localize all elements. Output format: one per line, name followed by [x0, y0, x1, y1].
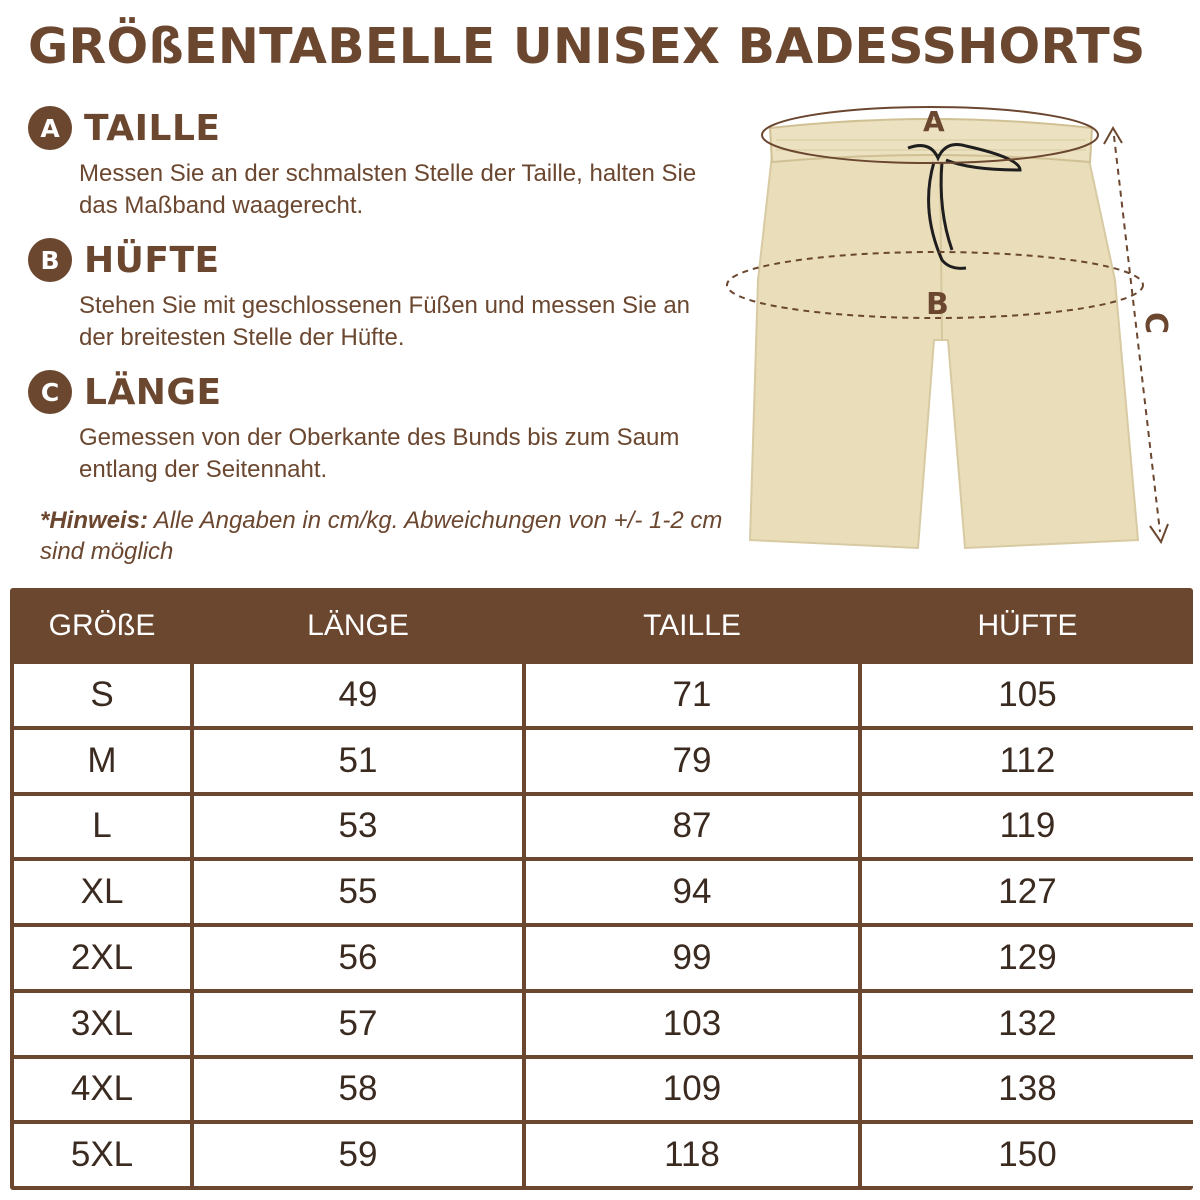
cell-size: 3XL [14, 993, 190, 1055]
cell-size: L [14, 796, 190, 858]
shorts-illustration [720, 100, 1190, 570]
table-row [14, 993, 1193, 1055]
cell-waist: 71 [526, 664, 858, 726]
section-header [28, 238, 728, 282]
section-laenge [28, 370, 728, 486]
cell-size: 2XL [14, 927, 190, 989]
table-row [14, 1059, 1193, 1121]
cell-waist: 94 [526, 861, 858, 923]
note-label: *Hinweis: [40, 507, 149, 534]
cell-length: 56 [194, 927, 522, 989]
cell-waist: 118 [526, 1124, 858, 1186]
cell-length: 58 [194, 1059, 522, 1121]
cell-hip: 119 [862, 796, 1193, 858]
badge-a: A [28, 106, 72, 150]
badge-b: B [28, 238, 72, 282]
cell-length: 59 [194, 1124, 522, 1186]
cell-hip: 129 [862, 927, 1193, 989]
cell-size: 4XL [14, 1059, 190, 1121]
section-huefte [28, 238, 728, 354]
cell-hip: 132 [862, 993, 1193, 1055]
cell-length: 49 [194, 664, 522, 726]
cell-hip: 112 [862, 730, 1193, 792]
note [40, 505, 740, 567]
column-header-waist: TAILLE [526, 592, 858, 660]
cell-length: 57 [194, 993, 522, 1055]
column-header-size: GRÖßE [14, 592, 190, 660]
table-row [14, 730, 1193, 792]
page-title: GRÖßENTABELLE UNISEX BADESSHORTS [28, 18, 1146, 75]
cell-length: 51 [194, 730, 522, 792]
section-header [28, 370, 728, 414]
section-header [28, 106, 728, 150]
cell-hip: 127 [862, 861, 1193, 923]
cell-waist: 99 [526, 927, 858, 989]
table-row [14, 861, 1193, 923]
table-row [14, 1124, 1193, 1186]
cell-waist: 109 [526, 1059, 858, 1121]
cell-size: M [14, 730, 190, 792]
cell-size: XL [14, 861, 190, 923]
cell-hip: 150 [862, 1124, 1193, 1186]
section-description: Messen Sie an der schmalsten Stelle der Taille, halten Sie das Maßband waagerecht. [79, 160, 697, 219]
section-title: HÜFTE [84, 239, 220, 281]
table-row [14, 927, 1193, 989]
column-header-hip: HÜFTE [862, 592, 1193, 660]
section-description: Stehen Sie mit geschlossenen Füßen und messen Sie an der breitesten Stelle der Hüfte. [79, 292, 691, 351]
table-header-row [14, 592, 1193, 660]
cell-hip: 105 [862, 664, 1193, 726]
cell-waist: 87 [526, 796, 858, 858]
badge-c: C [28, 370, 72, 414]
cell-size: 5XL [14, 1124, 190, 1186]
section-description: Gemessen von der Oberkante des Bunds bis zum Saum entlang der Seitennaht. [79, 424, 680, 483]
cell-length: 55 [194, 861, 522, 923]
cell-size: S [14, 664, 190, 726]
column-header-length: LÄNGE [194, 592, 522, 660]
label-a: A [923, 105, 945, 138]
note-text: Alle Angaben in cm/kg. Abweichungen von +/- 1-2 cm sind möglich [40, 507, 723, 565]
cell-hip: 138 [862, 1059, 1193, 1121]
label-c: C [1138, 312, 1173, 335]
section-title: LÄNGE [84, 371, 222, 413]
label-b: B [926, 287, 949, 322]
cell-length: 53 [194, 796, 522, 858]
table-row [14, 796, 1193, 858]
size-table [10, 588, 1197, 1190]
cell-waist: 103 [526, 993, 858, 1055]
table-row [14, 664, 1193, 726]
size-table-container [10, 588, 1193, 1190]
section-taille [28, 106, 728, 222]
cell-waist: 79 [526, 730, 858, 792]
section-title: TAILLE [84, 107, 221, 149]
